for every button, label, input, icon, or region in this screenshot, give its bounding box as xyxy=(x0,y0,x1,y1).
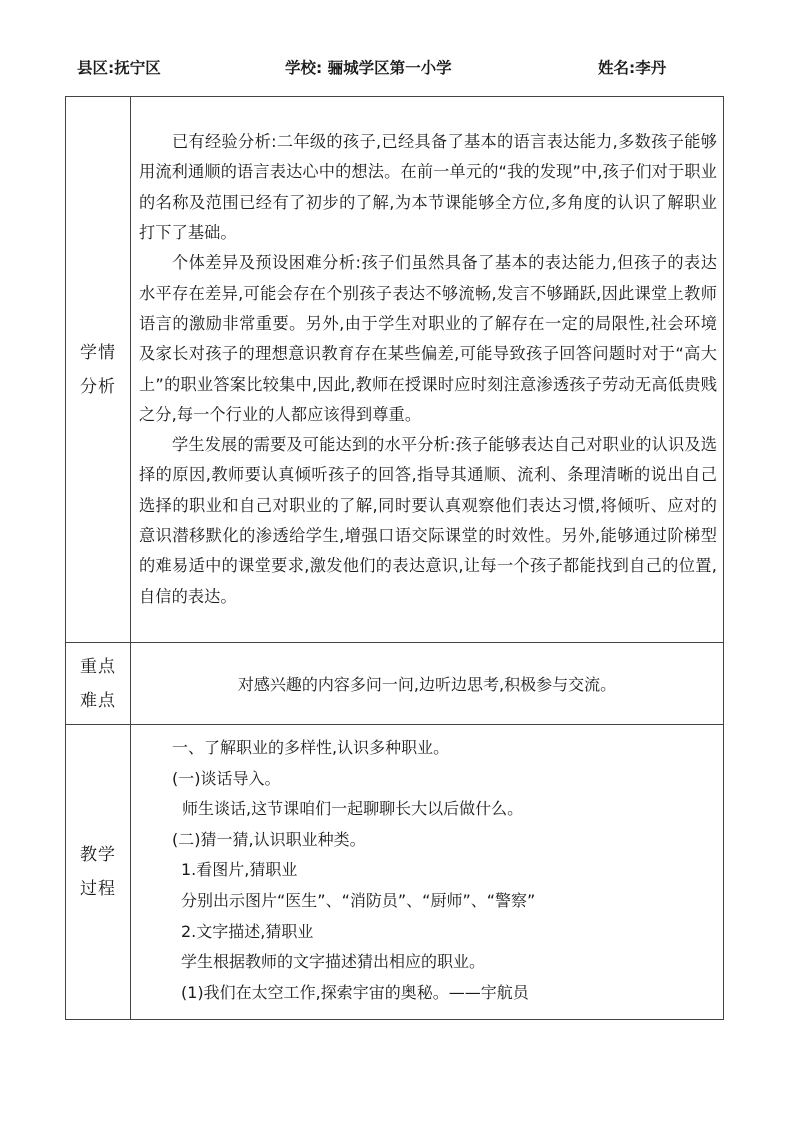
development-analysis-paragraph: 学生发展的需要及可能达到的水平分析:孩子能够表达自己对职业的认识及选择的原因,教师要认真倾听孩子的回答,指导其通顺、流利、条理清晰的说出自己选择的职业和自己对职业的了解,同时要认真观察他们表达习惯,将倾听、应对的意识潜移默化的渗透给学生,增强口语交际课堂的时效性。另外,能够通过阶梯型的难易适中的课堂要求,激发他们的表达意识,让每一个孩子都能找到自己的位置,自信的表达。 xyxy=(139,435,717,606)
process-line: (1)我们在太空工作,探索宇宙的奥秘。——宇航员 xyxy=(181,982,529,1002)
student-analysis-label xyxy=(66,97,131,643)
label-line: 难点 xyxy=(80,690,116,711)
process-heading: 一、了解职业的多样性,认识多种职业。 xyxy=(172,738,450,757)
label-line: 重点 xyxy=(80,656,116,677)
teaching-process-row xyxy=(66,725,724,1020)
process-line: 师生谈话,这节课咱们一起聊聊长大以后做什么。 xyxy=(182,799,524,819)
keypoints-row xyxy=(66,643,724,725)
keypoints-label xyxy=(66,643,131,725)
label-line: 分析 xyxy=(80,376,116,397)
county-field: 县区:抚宁区 xyxy=(77,59,161,77)
label-line: 教学 xyxy=(80,845,116,865)
student-analysis-content xyxy=(131,97,724,643)
teaching-process-label xyxy=(66,725,131,1020)
process-step: 2.文字描述,猜职业 xyxy=(181,921,314,941)
process-step: 1.看图片,猜职业 xyxy=(181,860,298,880)
school-field: 学校: 骊城学区第一小学 xyxy=(285,59,452,77)
process-line: 学生根据教师的文字描述猜出相应的职业。 xyxy=(181,952,486,972)
keypoints-content: 对感兴趣的内容多问一问,边听边思考,积极参与交流。 xyxy=(131,643,724,725)
document-header xyxy=(0,56,794,80)
teacher-name-field: 姓名:李丹 xyxy=(598,59,667,77)
teaching-process-content xyxy=(131,725,724,1020)
student-analysis-row xyxy=(66,97,724,643)
difficulty-analysis-paragraph: 个体差异及预设困难分析:孩子们虽然具备了基本的表达能力,但孩子的表达水平存在差异,可能会存在个别孩子表达不够流畅,发言不够踊跃,因此课堂上教师语言的激励非常重要。另外,由于学生对职业的了解存在一定的局限性,社会环境及家长对孩子的理想意识教育存在某些偏差,可能导致孩子回答问题时对于“高大上”的职业答案比较集中,因此,教师在授课时应时刻注意渗透孩子劳动无高低贵贱之分,每一个行业的人都应该得到尊重。 xyxy=(139,253,717,424)
process-subheading: (二)猜一猜,认识职业种类。 xyxy=(172,829,366,849)
experience-analysis-paragraph: 已有经验分析:二年级的孩子,已经具备了基本的语言表达能力,多数孩子能够用流利通顺的语言表达心中的想法。在前一单元的“我的发现”中,孩子们对于职业的名称及范围已经有了初步的了解,为本节课能够全方位,多角度的认识了解职业打下了基础。 xyxy=(139,132,717,243)
process-line: 分别出示图片“医生”、“消防员”、“厨师”、“警察” xyxy=(181,890,536,910)
label-line: 学情 xyxy=(80,342,116,363)
label-line: 过程 xyxy=(80,879,116,899)
process-subheading: (一)谈话导入。 xyxy=(172,768,281,788)
lesson-plan-table xyxy=(65,96,724,1020)
